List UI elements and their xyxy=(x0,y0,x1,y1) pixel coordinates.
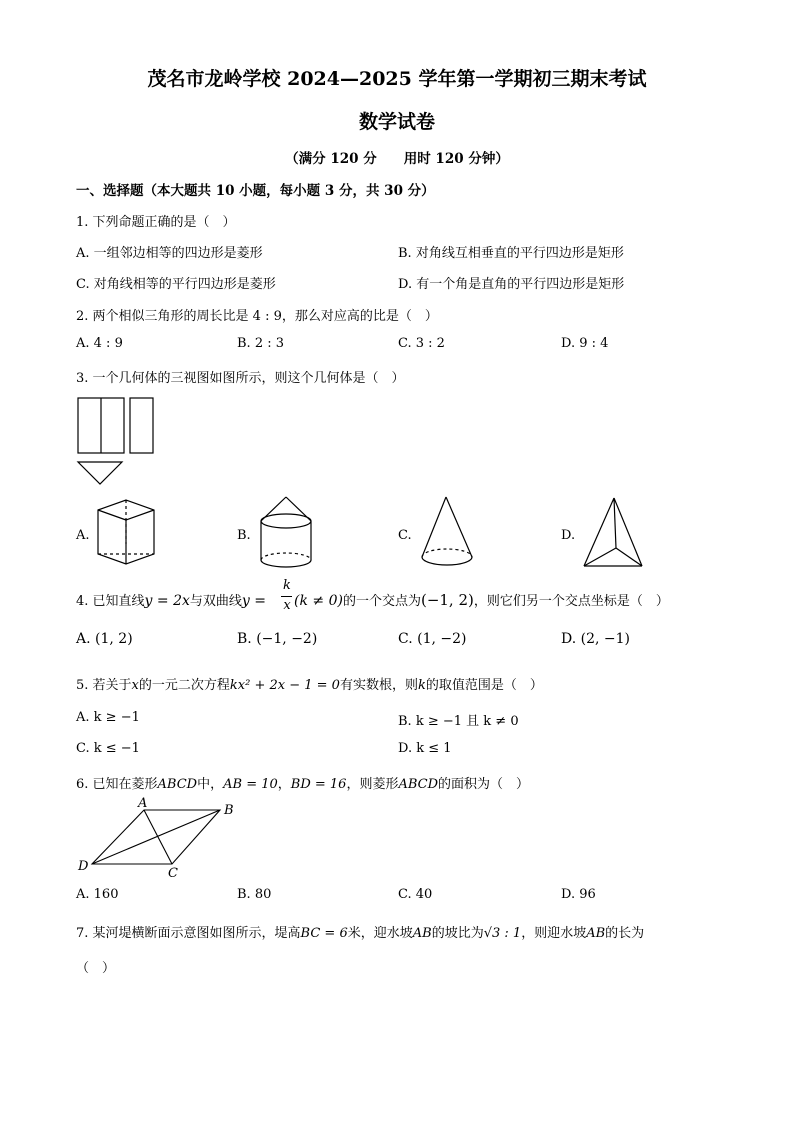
question-2-option-c: C. 3 : 2 xyxy=(398,336,445,351)
slope-ab-2: AB xyxy=(586,926,606,941)
question-7-stem-text-c: 的坡比为 xyxy=(431,926,484,941)
question-6-option-b: B. 80 xyxy=(237,887,272,902)
question-2-option-b: B. 2 : 3 xyxy=(237,336,285,351)
question-5-stem-text-d: 的取值范围是（ ） xyxy=(425,678,543,693)
question-6-option-d: D. 96 xyxy=(561,887,596,902)
question-4-stem-text-d: ，则它们另一个交点坐标是（ ） xyxy=(473,594,669,609)
fraction-numerator: k xyxy=(283,578,291,593)
question-6-option-c: C. 40 xyxy=(398,887,433,902)
vertex-label-d: D xyxy=(78,859,89,874)
question-6-option-a: A. 160 xyxy=(76,887,119,902)
fraction-denominator: x xyxy=(283,598,291,613)
hyperbola-lhs: y = xyxy=(241,593,266,609)
question-6-stem-text-e: 的面积为（ ） xyxy=(438,777,530,792)
question-4-stem-text-a: 4. 已知直线 xyxy=(76,594,145,609)
question-6-stem-text-d: ，则菱形 xyxy=(346,777,399,792)
question-4-option-b: B. (−1, −2) xyxy=(237,631,318,647)
cone-on-cylinder-figure xyxy=(256,495,316,573)
question-4-stem-text-c: 的一个交点为 xyxy=(342,594,421,609)
rhombus-name: ABCD xyxy=(157,777,198,792)
variable-k: k xyxy=(417,678,426,693)
question-7-stem xyxy=(76,922,644,941)
question-4-stem-cont xyxy=(294,590,669,609)
quadratic-equation: kx² + 2x − 1 = 0 xyxy=(229,678,340,693)
rhombus-name-2: ABCD xyxy=(398,777,439,792)
question-1-option-a: A. 一组邻边相等的四边形是菱形 xyxy=(76,246,263,261)
question-6-stem-text-a: 6. 已知在菱形 xyxy=(76,777,158,792)
question-3-option-b: B. xyxy=(237,528,251,543)
vertex-label-c: C xyxy=(168,866,178,881)
diagonal-bd-length: BD = 16 xyxy=(290,777,347,792)
question-1-option-c: C. 对角线相等的平行四边形是菱形 xyxy=(76,277,276,292)
vertex-label-a: A xyxy=(138,796,148,811)
question-5-stem xyxy=(76,674,543,693)
dike-height: BC = 6 xyxy=(300,926,348,941)
question-4-option-a: A. (1, 2) xyxy=(76,631,133,647)
question-2-stem: 2. 两个相似三角形的周长比是 4 : 9，那么对应高的比是（ ） xyxy=(76,309,438,324)
question-1-stem: 1. 下列命题正确的是（ ） xyxy=(76,215,236,230)
question-3-option-d: D. xyxy=(561,528,576,543)
question-3-stem: 3. 一个几何体的三视图如图所示，则这个几何体是（ ） xyxy=(76,371,405,386)
side-ab-length: AB = 10 xyxy=(223,777,278,792)
question-2-option-d: D. 9 : 4 xyxy=(561,336,609,351)
hyperbola-condition: (k ≠ 0) xyxy=(294,593,343,609)
question-5-stem-text-a: 5. 若关于 xyxy=(76,678,132,693)
question-7-stem-text-d: ，则迎水坡 xyxy=(521,926,587,941)
exam-info: （满分 120 分 用时 120 分钟） xyxy=(285,151,509,167)
slope-ab: AB xyxy=(412,926,432,941)
cone-figure xyxy=(418,495,478,573)
fraction-bar xyxy=(281,596,292,597)
page-subtitle: 数学试卷 xyxy=(358,111,435,133)
question-6-stem xyxy=(76,773,529,792)
question-2-option-a: A. 4 : 9 xyxy=(76,336,123,351)
question-5-option-c: C. k ≤ −1 xyxy=(76,741,140,756)
three-view-figure xyxy=(76,396,156,488)
variable-x: x xyxy=(131,678,139,693)
question-6-stem-text-b: 中， xyxy=(197,777,224,792)
question-6-stem-text-c: ， xyxy=(277,777,291,792)
question-1-option-d: D. 有一个角是直角的平行四边形是矩形 xyxy=(398,277,625,292)
vertex-label-b: B xyxy=(224,803,234,818)
side-view xyxy=(130,398,153,453)
question-7-stem-text-b: 米，迎水坡 xyxy=(347,926,413,941)
top-view xyxy=(78,462,122,484)
rhombus-figure xyxy=(74,794,244,880)
question-5-option-d: D. k ≤ 1 xyxy=(398,741,452,756)
question-7-stem-text-a: 7. 某河堤横断面示意图如图所示，堤高 xyxy=(76,926,301,941)
question-3-option-c: C. xyxy=(398,528,412,543)
section-heading: 一、选择题（本大题共 10 小题，每小题 3 分，共 30 分） xyxy=(76,183,435,199)
question-5-option-b: B. k ≥ −1 且 k ≠ 0 xyxy=(398,714,519,729)
question-7-answer-bracket: （ ） xyxy=(76,961,116,976)
question-3-option-a: A. xyxy=(76,528,90,543)
triangular-prism-figure xyxy=(94,496,160,568)
question-5-option-a: A. k ≥ −1 xyxy=(76,710,140,725)
intersection-point: (−1, 2) xyxy=(420,591,474,609)
slope-ratio: √3 : 1 xyxy=(483,926,522,941)
question-4-stem xyxy=(76,590,266,609)
question-7-stem-text-e: 的长为 xyxy=(605,926,645,941)
question-4-stem-text-b: 与双曲线 xyxy=(189,594,242,609)
page-title: 茂名市龙岭学校 2024—2025 学年第一学期初三期末考试 xyxy=(147,68,647,90)
question-4-option-d: D. (2, −1) xyxy=(561,631,630,647)
line-equation: y = 2x xyxy=(144,593,190,609)
question-4-option-c: C. (1, −2) xyxy=(398,631,467,647)
pyramid-figure xyxy=(580,496,646,572)
question-5-stem-text-b: 的一元二次方程 xyxy=(138,678,230,693)
question-5-stem-text-c: 有实数根，则 xyxy=(339,678,418,693)
question-1-option-b: B. 对角线互相垂直的平行四边形是矩形 xyxy=(398,246,624,261)
